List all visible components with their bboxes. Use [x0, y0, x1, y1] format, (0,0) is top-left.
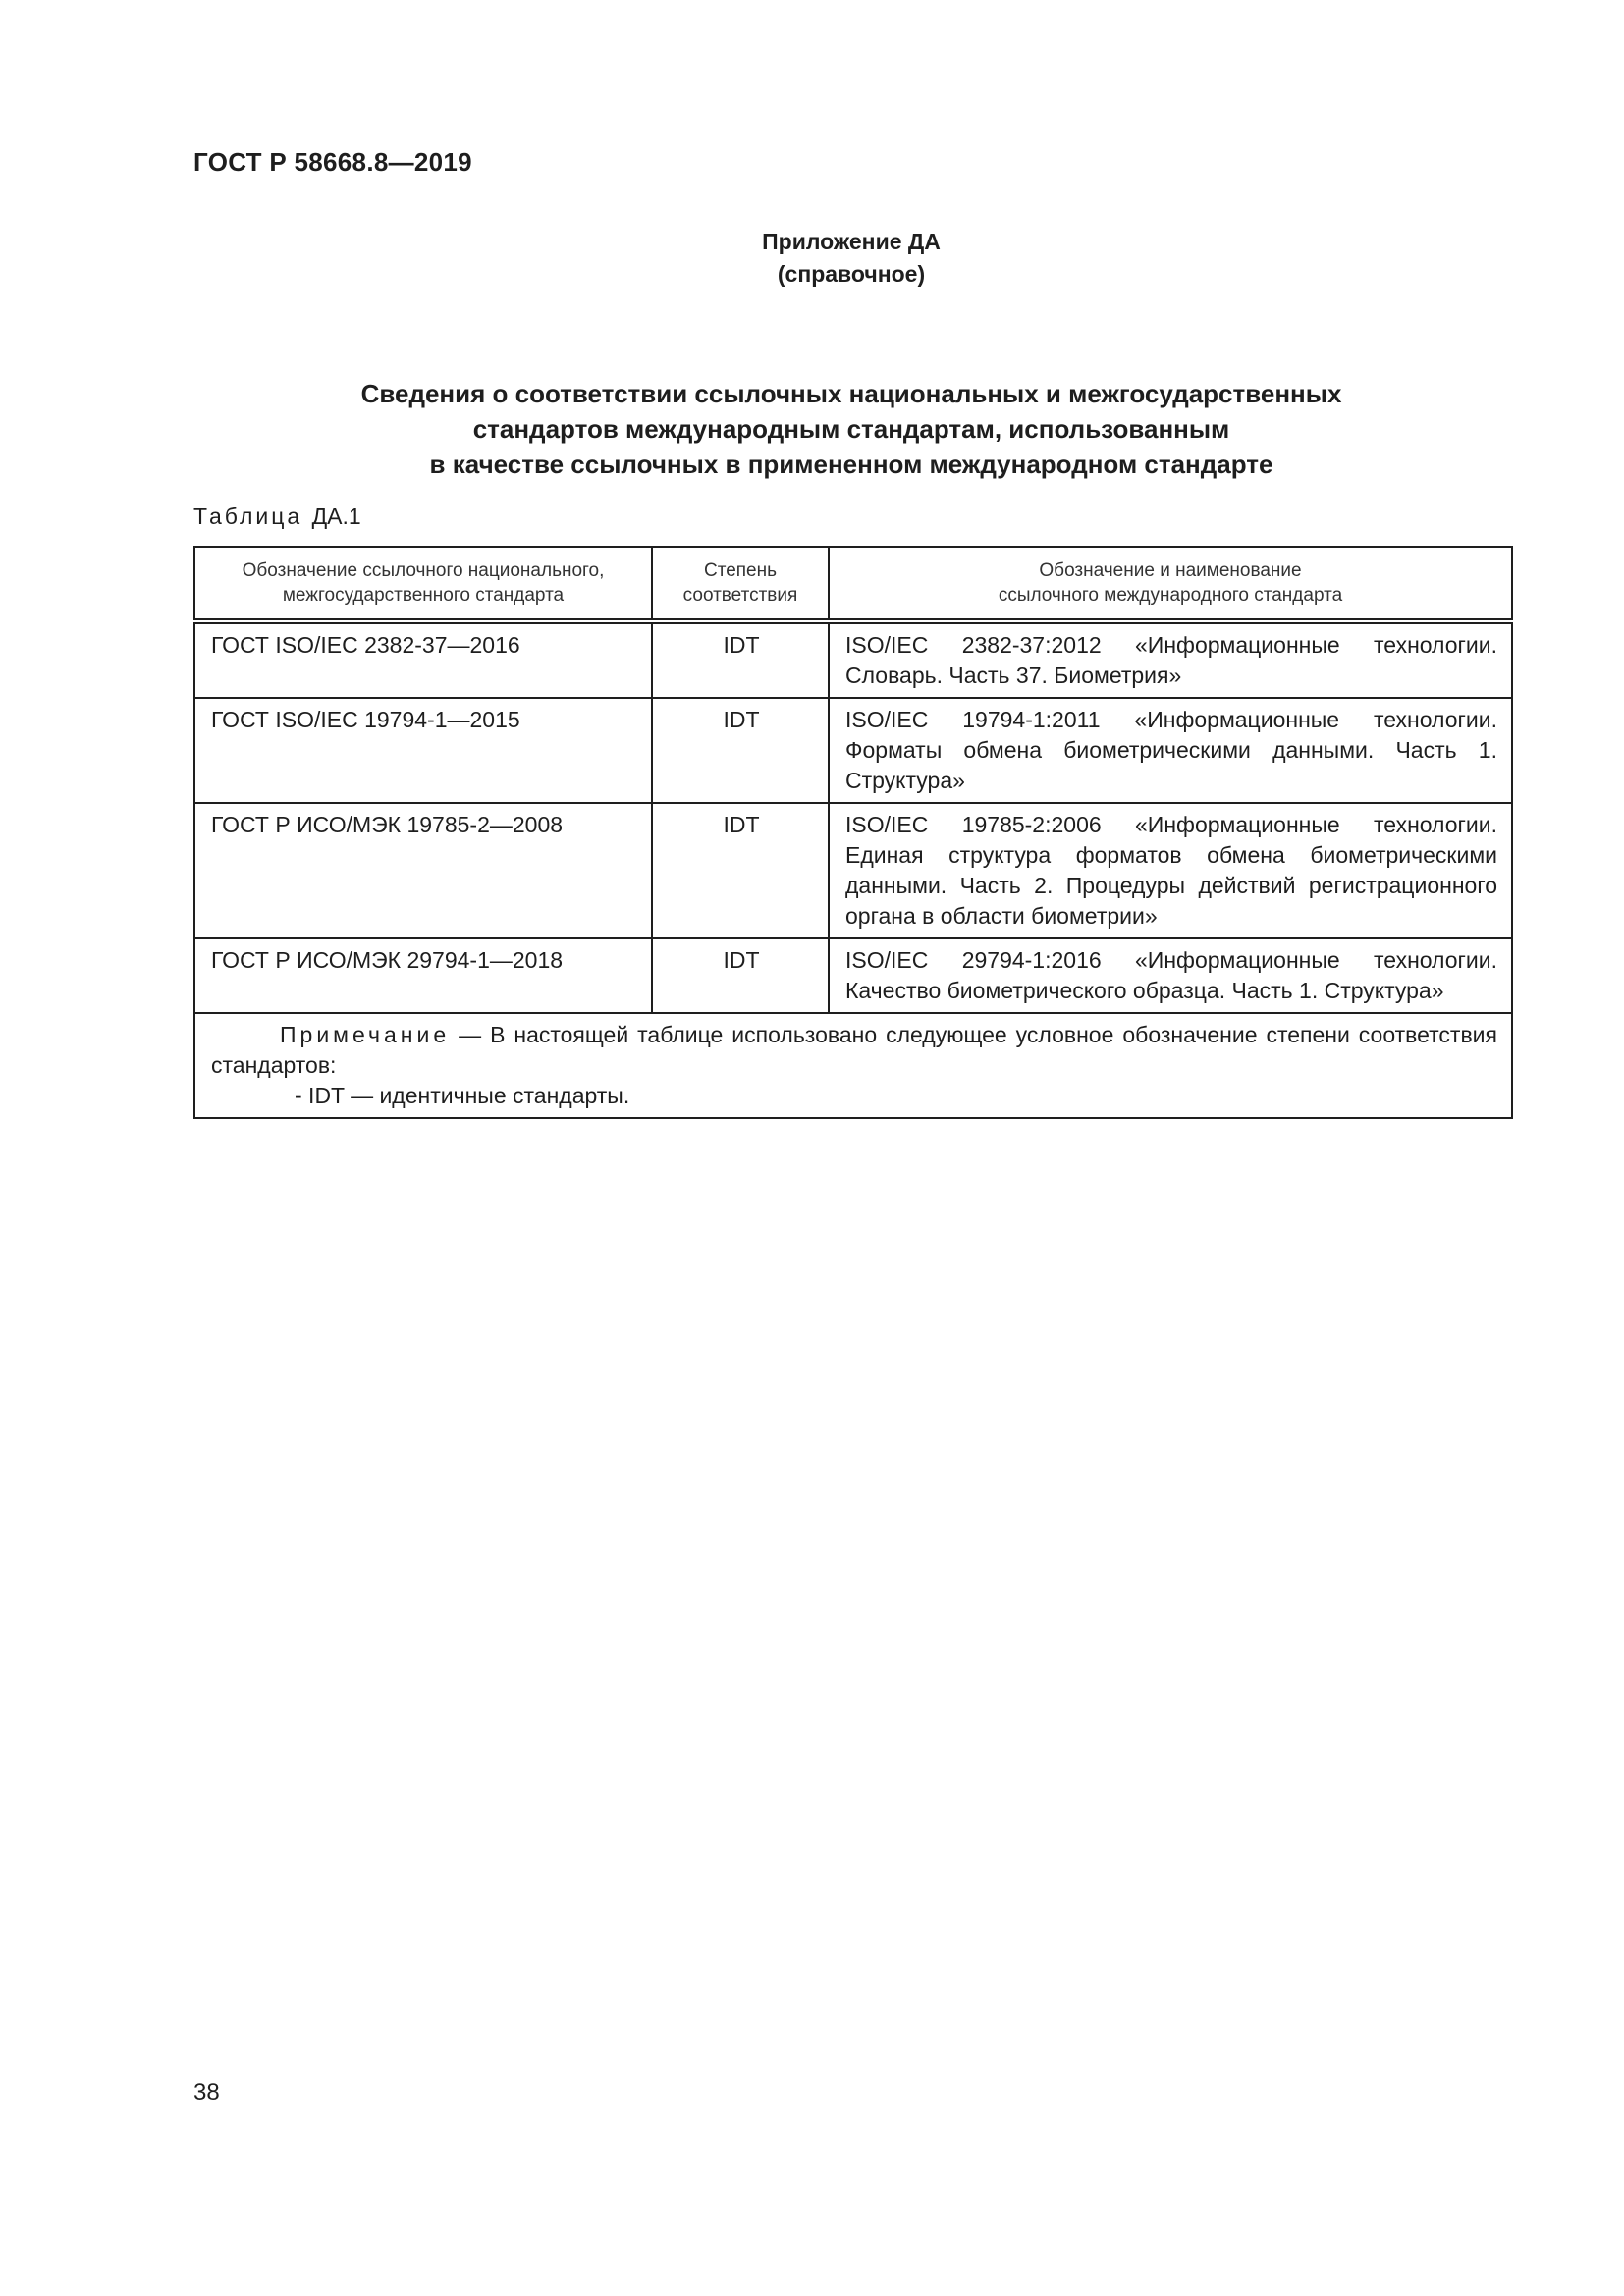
table-note-row	[194, 1013, 1512, 1118]
standards-table	[193, 546, 1513, 1119]
page-number: 38	[193, 2079, 220, 2106]
table-row	[194, 621, 1512, 698]
table-header-row	[194, 547, 1512, 621]
note-list-item: - IDT — идентичные стандарты.	[295, 1083, 630, 1108]
table-row	[194, 698, 1512, 803]
table-caption-number: ДА.1	[311, 504, 361, 529]
note-label: Примечание	[280, 1022, 451, 1047]
national-standard-cell: ГОСТ ISO/IEC 2382-37—2016	[194, 621, 652, 698]
table-row	[194, 803, 1512, 938]
section-heading	[295, 376, 1408, 482]
note-text	[211, 1020, 1497, 1081]
header-degree: Степень соответствия	[652, 547, 829, 621]
national-standard-cell: ГОСТ Р ИСО/МЭК 29794-1—2018	[194, 938, 652, 1013]
heading-line-2: стандартов международным стандартам, использованным	[472, 414, 1230, 444]
table-note	[194, 1013, 1512, 1118]
document-code: ГОСТ Р 58668.8—2019	[193, 147, 472, 177]
international-standard-cell: ISO/IEC 29794-1:2016 «Информационные технологии. Качество биометрического образца. Часть 1. Структура»	[829, 938, 1512, 1013]
international-standard-cell: ISO/IEC 2382-37:2012 «Информационные технологии. Словарь. Часть 37. Биометрия»	[829, 621, 1512, 698]
annex-title: Приложение ДА	[762, 229, 941, 254]
annex-subtitle: (справочное)	[777, 261, 926, 287]
header-international-standard: Обозначение и наименование ссылочного международного стандарта	[829, 547, 1512, 621]
international-standard-cell: ISO/IEC 19794-1:2011 «Информационные технологии. Форматы обмена биометрическими данными. Часть 1. Структура»	[829, 698, 1512, 803]
table-caption-label: Таблица	[193, 504, 303, 529]
header-national-standard: Обозначение ссылочного национального, межгосударственного стандарта	[194, 547, 652, 621]
heading-line-3: в качестве ссылочных в примененном международном стандарте	[429, 450, 1273, 479]
national-standard-cell: ГОСТ Р ИСО/МЭК 19785-2—2008	[194, 803, 652, 938]
international-standard-cell: ISO/IEC 19785-2:2006 «Информационные технологии. Единая структура форматов обмена биометрическими данными. Часть 2. Процедуры действий регистрационного органа в области биометрии»	[829, 803, 1512, 938]
national-standard-cell: ГОСТ ISO/IEC 19794-1—2015	[194, 698, 652, 803]
degree-cell: IDT	[652, 938, 829, 1013]
table-caption	[193, 504, 361, 530]
heading-line-1: Сведения о соответствии ссылочных национальных и межгосударственных	[360, 379, 1342, 408]
table-row	[194, 938, 1512, 1013]
degree-cell: IDT	[652, 803, 829, 938]
note-body: — В настоящей таблице использовано следующее условное обозначение степени соответствия стандартов:	[211, 1022, 1497, 1078]
annex-block	[0, 226, 1624, 291]
degree-cell: IDT	[652, 698, 829, 803]
degree-cell: IDT	[652, 621, 829, 698]
